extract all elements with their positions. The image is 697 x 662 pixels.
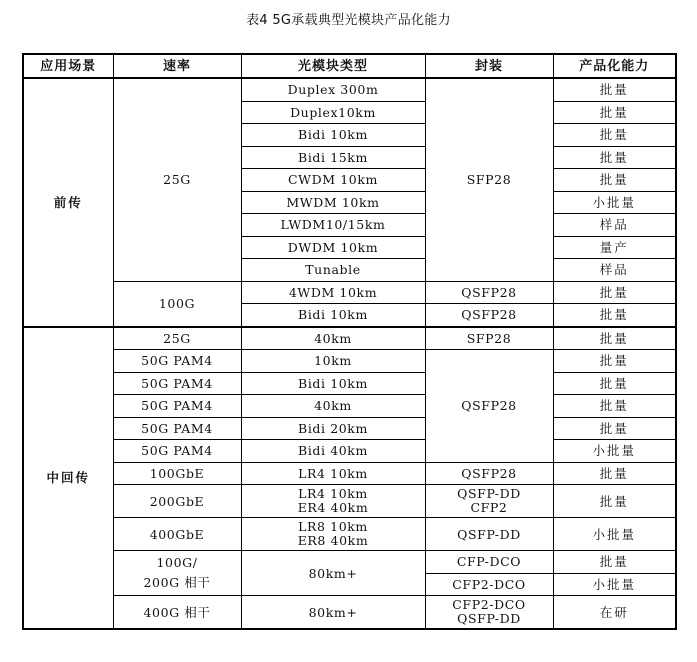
module-type-cell: Bidi 10km	[241, 304, 425, 327]
table-row	[23, 440, 676, 463]
package-cell: CFP-DCO	[425, 551, 553, 574]
package-cell: QSFP28	[425, 462, 553, 485]
capability-cell: 小批量	[553, 440, 676, 463]
module-type-cell: LWDM10/15km	[241, 214, 425, 237]
module-type-cell: Duplex 300m	[241, 78, 425, 101]
table-row	[23, 350, 676, 373]
rate-cell: 25G	[113, 327, 241, 350]
capability-cell: 批量	[553, 551, 676, 574]
capability-cell: 批量	[553, 395, 676, 418]
rate-cell: 50G PAM4	[113, 350, 241, 373]
package-cell	[425, 596, 553, 630]
module-type-line: LR8 10km	[298, 519, 368, 534]
table-row	[23, 281, 676, 304]
capability-cell: 批量	[553, 417, 676, 440]
module-type-cell: Bidi 15km	[241, 146, 425, 169]
module-type-cell: LR4 10km	[241, 462, 425, 485]
module-type-cell: 40km	[241, 327, 425, 350]
capability-cell: 批量	[553, 169, 676, 192]
optical-module-table	[22, 53, 677, 630]
package-cell: QSFP28	[425, 304, 553, 327]
module-type-cell: 40km	[241, 395, 425, 418]
module-type-cell: 4WDM 10km	[241, 281, 425, 304]
capability-cell: 批量	[553, 304, 676, 327]
table-title: 表4 5G承载典型光模块产品化能力	[246, 13, 451, 28]
capability-cell: 批量	[553, 281, 676, 304]
rate-cell: 50G PAM4	[113, 395, 241, 418]
package-cell: QSFP28	[425, 281, 553, 304]
module-type-cell	[241, 518, 425, 551]
package-cell: QSFP-DD	[425, 518, 553, 551]
header-module-type: 光模块类型	[241, 54, 425, 78]
rate-cell: 200GbE	[113, 485, 241, 518]
scenario-midhaul: 中回传	[23, 327, 113, 630]
module-type-cell: 80km+	[241, 551, 425, 596]
module-type-line: LR4 10km	[298, 486, 368, 501]
rate-line: 100G/	[156, 555, 198, 570]
module-type-cell: DWDM 10km	[241, 236, 425, 259]
capability-cell: 批量	[553, 146, 676, 169]
table-row	[23, 395, 676, 418]
module-type-cell: Bidi 10km	[241, 124, 425, 147]
table-row	[23, 518, 676, 551]
scenario-fronthaul: 前传	[23, 78, 113, 327]
module-type-line: ER8 40km	[297, 533, 369, 548]
module-type-cell: Bidi 20km	[241, 417, 425, 440]
capability-cell: 批量	[553, 372, 676, 395]
module-type-cell: CWDM 10km	[241, 169, 425, 192]
table-row	[23, 78, 676, 101]
capability-cell: 样品	[553, 214, 676, 237]
package-cell: CFP2-DCO	[425, 573, 553, 596]
module-type-cell: Tunable	[241, 259, 425, 282]
capability-cell: 批量	[553, 350, 676, 373]
module-type-cell	[241, 485, 425, 518]
rate-cell	[113, 551, 241, 596]
rate-cell: 25G	[113, 78, 241, 281]
header-row	[23, 54, 676, 78]
package-line: QSFP-DD	[457, 486, 521, 501]
capability-cell: 批量	[553, 101, 676, 124]
rate-cell: 50G PAM4	[113, 417, 241, 440]
rate-line: 200G 相干	[143, 575, 211, 590]
capability-cell: 批量	[553, 124, 676, 147]
module-type-line: ER4 40km	[297, 500, 369, 515]
table-row	[23, 372, 676, 395]
table-row	[23, 551, 676, 574]
package-cell: SFP28	[425, 327, 553, 350]
capability-cell: 量产	[553, 236, 676, 259]
capability-cell: 批量	[553, 485, 676, 518]
table-row	[23, 417, 676, 440]
rate-cell: 50G PAM4	[113, 372, 241, 395]
module-type-cell: MWDM 10km	[241, 191, 425, 214]
package-cell	[425, 485, 553, 518]
capability-cell: 批量	[553, 462, 676, 485]
rate-cell: 400G 相干	[113, 596, 241, 630]
table-row	[23, 485, 676, 518]
rate-cell: 400GbE	[113, 518, 241, 551]
capability-cell: 小批量	[553, 518, 676, 551]
table-row	[23, 462, 676, 485]
package-cell: SFP28	[425, 78, 553, 281]
module-type-cell: Duplex10km	[241, 101, 425, 124]
table-row	[23, 327, 676, 350]
rate-cell: 100GbE	[113, 462, 241, 485]
rate-cell: 50G PAM4	[113, 440, 241, 463]
package-line: CFP2-DCO	[452, 597, 526, 612]
capability-cell: 小批量	[553, 573, 676, 596]
header-scenario: 应用场景	[23, 54, 113, 78]
table-row	[23, 596, 676, 630]
header-package: 封装	[425, 54, 553, 78]
package-cell: QSFP28	[425, 350, 553, 463]
package-line: QSFP-DD	[457, 611, 521, 626]
header-capability: 产品化能力	[553, 54, 676, 78]
header-rate: 速率	[113, 54, 241, 78]
package-line: CFP2	[470, 500, 508, 515]
capability-cell: 批量	[553, 78, 676, 101]
capability-cell: 批量	[553, 327, 676, 350]
capability-cell: 在研	[553, 596, 676, 630]
module-type-cell: Bidi 10km	[241, 372, 425, 395]
capability-cell: 样品	[553, 259, 676, 282]
module-type-cell: 80km+	[241, 596, 425, 630]
module-type-cell: Bidi 40km	[241, 440, 425, 463]
rate-cell: 100G	[113, 281, 241, 327]
module-type-cell: 10km	[241, 350, 425, 373]
capability-cell: 小批量	[553, 191, 676, 214]
